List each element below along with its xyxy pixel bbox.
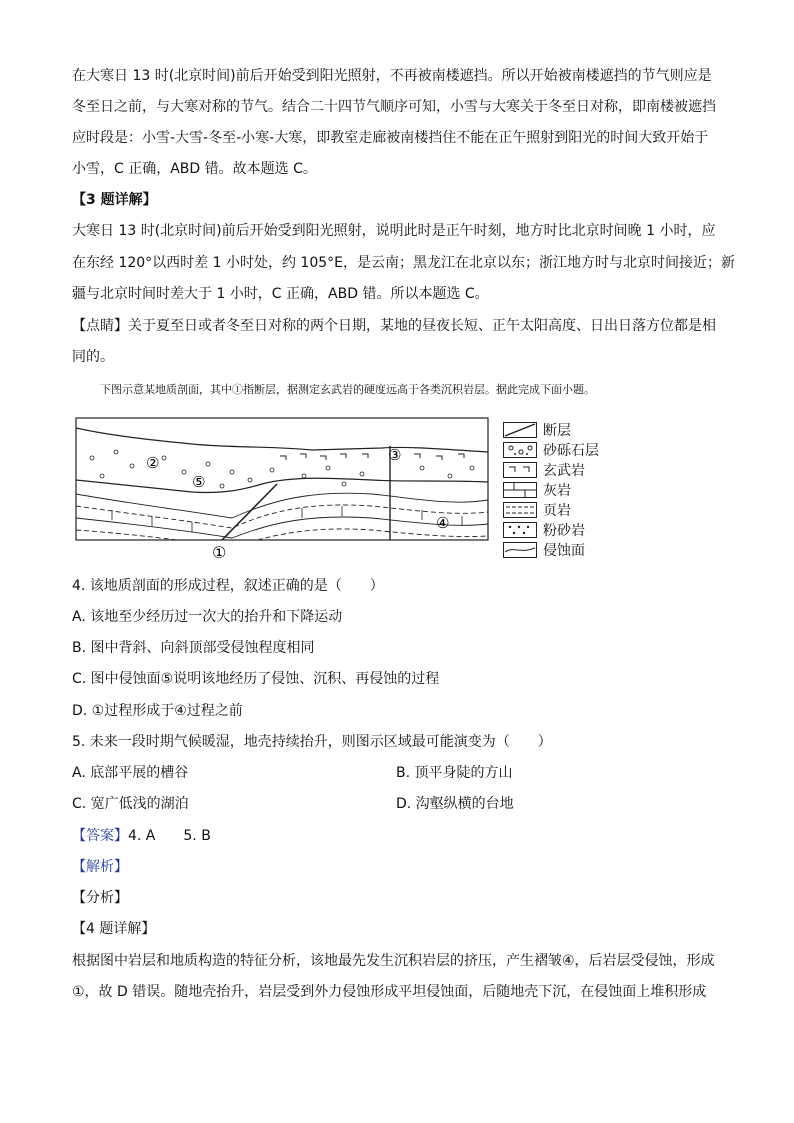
text-line: 疆与北京时间时差大于 1 小时，C 正确，ABD 错。所以本题选 C。 [72, 286, 489, 302]
section-header: 【4 题详解】 [72, 921, 156, 937]
text-line: 小雪，C 正确，ABD 错。故本题选 C。 [72, 161, 317, 177]
tip-line: 同的。 [72, 349, 114, 365]
option-b: B. 图中背斜、向斜顶部受侵蚀程度相同 [72, 640, 315, 656]
legend-item: 粉砂岩 [503, 522, 537, 540]
legend-item: 侵蚀面 [503, 542, 537, 560]
label-2: ② [146, 454, 160, 472]
option-c: C. 宽广低浅的湖泊 [72, 796, 189, 812]
option-d: D. 沟壑纵横的台地 [396, 796, 514, 812]
legend-item: 断层 [503, 422, 537, 440]
text-line: 在东经 120°以西时差 1 小时处，约 105°E，是云南；黑龙江在北京以东；浙江地方时与北京时间接近；新 [72, 255, 735, 271]
label-1: ① [212, 543, 227, 562]
shale-swatch-icon [503, 502, 537, 518]
option-a: A. 底部平展的槽谷 [72, 765, 189, 781]
erosion-surface-swatch-icon [503, 542, 537, 558]
text-line: 大寒日 13 时(北京时间)前后开始受到阳光照射，说明此时是正午时刻，地方时比北京时间晚 1 小时，应 [72, 223, 716, 239]
text-line: 冬至日之前，与大寒对称的节气。结合二十四节气顺序可知，小雪与大寒关于冬至日对称，即南楼被遮挡 [72, 99, 716, 115]
legend-item: 砂砾石层 [503, 442, 537, 460]
figure-caption: 下图示意某地质剖面，其中①指断层，据测定玄武岩的硬度远高于各类沉积岩层。据此完成下面小题。 [100, 383, 595, 396]
fault-swatch-icon [503, 422, 537, 438]
option-c: C. 图中侵蚀面⑤说明该地经历了侵蚀、沉积、再侵蚀的过程 [72, 671, 440, 687]
geologic-section-figure [72, 410, 492, 565]
legend-item: 页岩 [503, 502, 537, 520]
label-5: ⑤ [192, 473, 206, 491]
analysis-label: 【解析】 [72, 859, 128, 875]
option-b: B. 顶平身陡的方山 [396, 765, 513, 781]
option-a: A. 该地至少经历过一次大的抬升和下降运动 [72, 609, 343, 625]
limestone-swatch-icon [503, 482, 537, 498]
section-frame [76, 418, 488, 540]
answer-line [72, 826, 211, 846]
siltstone-swatch-icon [503, 522, 537, 538]
text-line: 应时段是：小雪-大雪-冬至-小寒-大寒，即教室走廊被南楼挡住不能在正午照射到阳光的时间大致开始于 [72, 130, 709, 146]
legend-item: 灰岩 [503, 482, 537, 500]
tip-line: 【点睛】关于夏至日或者冬至日对称的两个日期，某地的昼夜长短、正午太阳高度、日出日落方位都是相 [72, 318, 716, 334]
question-stem: 4. 该地质剖面的形成过程，叙述正确的是（ ） [72, 578, 384, 594]
basalt-swatch-icon [503, 462, 537, 478]
label-3: ③ [388, 446, 402, 464]
answer-label: 【答案】 [72, 828, 128, 844]
answer-text: 4. A 5. B [128, 828, 211, 844]
question-stem: 5. 未来一段时期气候暖湿，地壳持续抬升，则图示区域最可能演变为（ ） [72, 734, 552, 750]
option-d: D. ①过程形成于④过程之前 [72, 703, 243, 719]
text-line: ①，故 D 错误。随地壳抬升，岩层受到外力侵蚀形成平坦侵蚀面，后随地壳下沉，在侵蚀面上堆积形成 [72, 984, 707, 1000]
analysis-subheader: 【分析】 [72, 890, 128, 906]
section-header: 【3 题详解】 [72, 192, 157, 208]
gravel-swatch-icon [503, 442, 537, 458]
legend-item: 玄武岩 [503, 462, 537, 480]
label-4: ④ [436, 514, 450, 532]
text-line: 根据图中岩层和地质构造的特征分析，该地最先发生沉积岩层的挤压，产生褶皱④，后岩层受侵蚀，形成 [72, 953, 715, 969]
text-line: 在大寒日 13 时(北京时间)前后开始受到阳光照射，不再被南楼遮挡。所以开始被南楼遮挡的节气则应是 [72, 68, 712, 84]
